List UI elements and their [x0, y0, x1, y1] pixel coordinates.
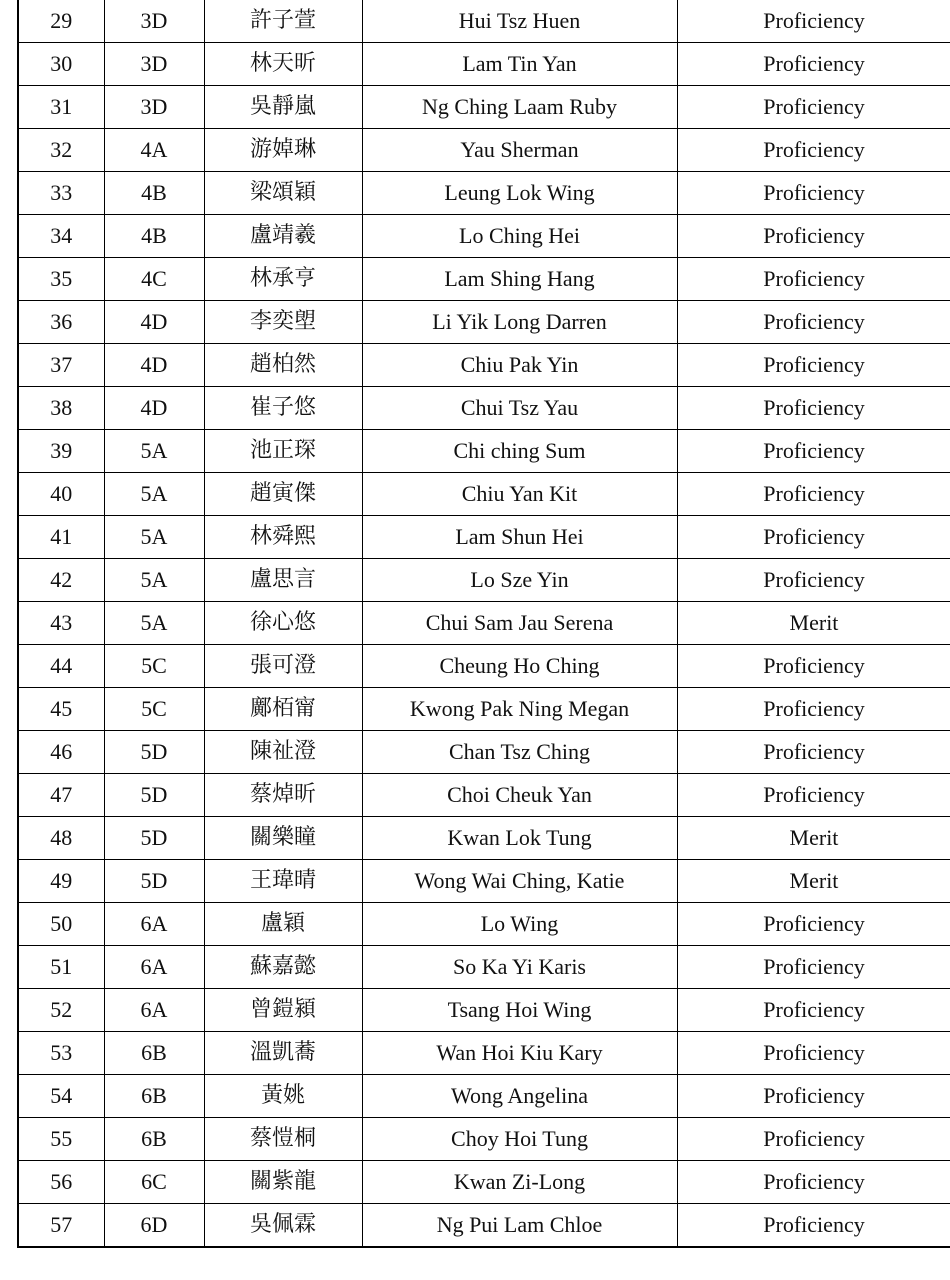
class-cell: 6D	[104, 1204, 204, 1248]
table-row	[18, 1161, 950, 1204]
table-row	[18, 989, 950, 1032]
chinese-name-cell: 游婥琳	[204, 129, 362, 172]
english-name-cell: Hui Tsz Huen	[362, 0, 677, 43]
chinese-name-cell: 林承亨	[204, 258, 362, 301]
student-number-cell: 45	[18, 688, 104, 731]
table-row	[18, 688, 950, 731]
award-cell: Proficiency	[677, 989, 950, 1032]
student-number-cell: 57	[18, 1204, 104, 1248]
class-cell: 5C	[104, 688, 204, 731]
results-table-body	[18, 0, 950, 1247]
english-name-cell: Kwan Zi-Long	[362, 1161, 677, 1204]
student-number-cell: 30	[18, 43, 104, 86]
award-cell: Proficiency	[677, 516, 950, 559]
table-row	[18, 86, 950, 129]
student-number-cell: 44	[18, 645, 104, 688]
chinese-name-cell: 徐心悠	[204, 602, 362, 645]
chinese-name-cell: 關紫龍	[204, 1161, 362, 1204]
student-number-cell: 46	[18, 731, 104, 774]
award-cell: Proficiency	[677, 344, 950, 387]
award-cell: Proficiency	[677, 903, 950, 946]
class-cell: 4C	[104, 258, 204, 301]
award-cell: Proficiency	[677, 1075, 950, 1118]
class-cell: 6A	[104, 903, 204, 946]
chinese-name-cell: 趙柏然	[204, 344, 362, 387]
student-number-cell: 32	[18, 129, 104, 172]
table-row	[18, 602, 950, 645]
chinese-name-cell: 盧穎	[204, 903, 362, 946]
english-name-cell: Lo Wing	[362, 903, 677, 946]
english-name-cell: Lam Shing Hang	[362, 258, 677, 301]
english-name-cell: Lo Sze Yin	[362, 559, 677, 602]
class-cell: 5A	[104, 516, 204, 559]
class-cell: 5D	[104, 817, 204, 860]
chinese-name-cell: 盧思言	[204, 559, 362, 602]
chinese-name-cell: 蔡焯昕	[204, 774, 362, 817]
table-row	[18, 946, 950, 989]
student-number-cell: 51	[18, 946, 104, 989]
award-cell: Merit	[677, 860, 950, 903]
english-name-cell: Kwan Lok Tung	[362, 817, 677, 860]
class-cell: 4D	[104, 344, 204, 387]
table-row	[18, 0, 950, 43]
student-number-cell: 55	[18, 1118, 104, 1161]
class-cell: 5C	[104, 645, 204, 688]
class-cell: 6B	[104, 1118, 204, 1161]
student-number-cell: 35	[18, 258, 104, 301]
award-cell: Proficiency	[677, 258, 950, 301]
class-cell: 6C	[104, 1161, 204, 1204]
student-number-cell: 37	[18, 344, 104, 387]
award-cell: Proficiency	[677, 1161, 950, 1204]
english-name-cell: Ng Pui Lam Chloe	[362, 1204, 677, 1248]
student-number-cell: 47	[18, 774, 104, 817]
class-cell: 3D	[104, 86, 204, 129]
chinese-name-cell: 李奕塱	[204, 301, 362, 344]
class-cell: 3D	[104, 0, 204, 43]
chinese-name-cell: 陳祉澄	[204, 731, 362, 774]
award-cell: Proficiency	[677, 430, 950, 473]
chinese-name-cell: 關樂瞳	[204, 817, 362, 860]
english-name-cell: Chui Tsz Yau	[362, 387, 677, 430]
award-cell: Proficiency	[677, 1204, 950, 1248]
english-name-cell: Choi Cheuk Yan	[362, 774, 677, 817]
student-number-cell: 52	[18, 989, 104, 1032]
student-number-cell: 43	[18, 602, 104, 645]
award-cell: Proficiency	[677, 731, 950, 774]
chinese-name-cell: 池正琛	[204, 430, 362, 473]
student-number-cell: 49	[18, 860, 104, 903]
student-number-cell: 53	[18, 1032, 104, 1075]
results-table	[17, 0, 950, 1248]
award-cell: Proficiency	[677, 946, 950, 989]
chinese-name-cell: 崔子悠	[204, 387, 362, 430]
table-row	[18, 473, 950, 516]
table-row	[18, 172, 950, 215]
table-row	[18, 731, 950, 774]
table-row	[18, 387, 950, 430]
student-number-cell: 34	[18, 215, 104, 258]
award-cell: Merit	[677, 602, 950, 645]
student-number-cell: 31	[18, 86, 104, 129]
class-cell: 5A	[104, 559, 204, 602]
table-row	[18, 645, 950, 688]
english-name-cell: Chiu Yan Kit	[362, 473, 677, 516]
award-cell: Proficiency	[677, 215, 950, 258]
english-name-cell: Yau Sherman	[362, 129, 677, 172]
student-number-cell: 39	[18, 430, 104, 473]
table-row	[18, 516, 950, 559]
english-name-cell: Wan Hoi Kiu Kary	[362, 1032, 677, 1075]
chinese-name-cell: 鄺栢甯	[204, 688, 362, 731]
student-number-cell: 48	[18, 817, 104, 860]
class-cell: 5D	[104, 774, 204, 817]
english-name-cell: Lam Shun Hei	[362, 516, 677, 559]
award-cell: Proficiency	[677, 129, 950, 172]
english-name-cell: So Ka Yi Karis	[362, 946, 677, 989]
table-row	[18, 344, 950, 387]
chinese-name-cell: 林天昕	[204, 43, 362, 86]
table-row	[18, 860, 950, 903]
chinese-name-cell: 趙寅傑	[204, 473, 362, 516]
student-number-cell: 33	[18, 172, 104, 215]
chinese-name-cell: 梁頌穎	[204, 172, 362, 215]
award-cell: Proficiency	[677, 43, 950, 86]
english-name-cell: Lam Tin Yan	[362, 43, 677, 86]
table-row	[18, 43, 950, 86]
student-number-cell: 36	[18, 301, 104, 344]
class-cell: 6A	[104, 946, 204, 989]
award-cell: Merit	[677, 817, 950, 860]
class-cell: 5A	[104, 473, 204, 516]
english-name-cell: Kwong Pak Ning Megan	[362, 688, 677, 731]
chinese-name-cell: 曾鎧潁	[204, 989, 362, 1032]
award-cell: Proficiency	[677, 645, 950, 688]
english-name-cell: Wong Angelina	[362, 1075, 677, 1118]
student-number-cell: 50	[18, 903, 104, 946]
award-cell: Proficiency	[677, 473, 950, 516]
english-name-cell: Wong Wai Ching, Katie	[362, 860, 677, 903]
award-cell: Proficiency	[677, 1032, 950, 1075]
table-row	[18, 1118, 950, 1161]
english-name-cell: Tsang Hoi Wing	[362, 989, 677, 1032]
chinese-name-cell: 黃姚	[204, 1075, 362, 1118]
chinese-name-cell: 蘇嘉懿	[204, 946, 362, 989]
table-row	[18, 559, 950, 602]
class-cell: 5A	[104, 430, 204, 473]
chinese-name-cell: 吳靜嵐	[204, 86, 362, 129]
class-cell: 4B	[104, 215, 204, 258]
english-name-cell: Ng Ching Laam Ruby	[362, 86, 677, 129]
class-cell: 5D	[104, 860, 204, 903]
award-cell: Proficiency	[677, 387, 950, 430]
student-number-cell: 54	[18, 1075, 104, 1118]
award-cell: Proficiency	[677, 1118, 950, 1161]
award-cell: Proficiency	[677, 301, 950, 344]
table-row	[18, 215, 950, 258]
class-cell: 6B	[104, 1032, 204, 1075]
class-cell: 4D	[104, 387, 204, 430]
class-cell: 5D	[104, 731, 204, 774]
english-name-cell: Chan Tsz Ching	[362, 731, 677, 774]
english-name-cell: Li Yik Long Darren	[362, 301, 677, 344]
award-cell: Proficiency	[677, 559, 950, 602]
award-cell: Proficiency	[677, 172, 950, 215]
chinese-name-cell: 蔡愷桐	[204, 1118, 362, 1161]
class-cell: 6B	[104, 1075, 204, 1118]
class-cell: 4B	[104, 172, 204, 215]
class-cell: 5A	[104, 602, 204, 645]
student-number-cell: 38	[18, 387, 104, 430]
chinese-name-cell: 吳佩霖	[204, 1204, 362, 1248]
student-number-cell: 40	[18, 473, 104, 516]
english-name-cell: Leung Lok Wing	[362, 172, 677, 215]
class-cell: 6A	[104, 989, 204, 1032]
english-name-cell: Chiu Pak Yin	[362, 344, 677, 387]
award-cell: Proficiency	[677, 688, 950, 731]
english-name-cell: Lo Ching Hei	[362, 215, 677, 258]
table-row	[18, 301, 950, 344]
chinese-name-cell: 王瑋晴	[204, 860, 362, 903]
student-number-cell: 56	[18, 1161, 104, 1204]
class-cell: 4A	[104, 129, 204, 172]
english-name-cell: Chui Sam Jau Serena	[362, 602, 677, 645]
table-row	[18, 903, 950, 946]
award-cell: Proficiency	[677, 774, 950, 817]
chinese-name-cell: 林舜熙	[204, 516, 362, 559]
award-cell: Proficiency	[677, 0, 950, 43]
chinese-name-cell: 盧靖羲	[204, 215, 362, 258]
table-row	[18, 129, 950, 172]
table-row	[18, 817, 950, 860]
english-name-cell: Cheung Ho Ching	[362, 645, 677, 688]
award-cell: Proficiency	[677, 86, 950, 129]
student-number-cell: 41	[18, 516, 104, 559]
table-row	[18, 1204, 950, 1248]
table-row	[18, 430, 950, 473]
table-row	[18, 774, 950, 817]
chinese-name-cell: 許子萱	[204, 0, 362, 43]
english-name-cell: Choy Hoi Tung	[362, 1118, 677, 1161]
table-row	[18, 258, 950, 301]
table-row	[18, 1075, 950, 1118]
student-number-cell: 42	[18, 559, 104, 602]
chinese-name-cell: 溫凱蕎	[204, 1032, 362, 1075]
table-row	[18, 1032, 950, 1075]
chinese-name-cell: 張可澄	[204, 645, 362, 688]
student-number-cell: 29	[18, 0, 104, 43]
english-name-cell: Chi ching Sum	[362, 430, 677, 473]
class-cell: 4D	[104, 301, 204, 344]
class-cell: 3D	[104, 43, 204, 86]
